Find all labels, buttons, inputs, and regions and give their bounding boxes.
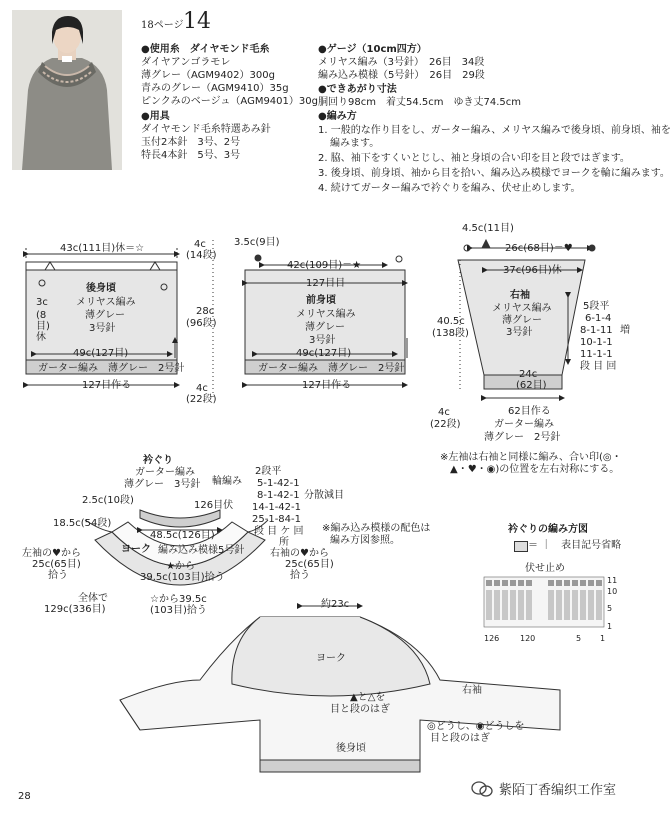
front-cast: 127目作る [302, 380, 352, 391]
chart-c120: 120 [520, 634, 536, 643]
chart-r11: 11 [607, 576, 618, 585]
back-needle: 3号針 [89, 323, 116, 334]
neck-ring: 輪編み [212, 476, 242, 487]
method-title: ●編み方 [318, 111, 357, 122]
yoke-label: ヨーク [121, 544, 151, 555]
chart-r1: 1 [607, 622, 613, 631]
neck-dec-1: 5-1-42-1 [257, 478, 300, 489]
neck-note-2: 編み方図参照。 [330, 535, 400, 546]
gauge-2: 編み込み模様（5号針） 26目 29段 [318, 70, 485, 81]
method-3: 3. 後身頃、前身頃、袖から目を拾い、編み込み模様でヨークを輪に編みます。 [318, 168, 670, 179]
neck-star-1: ★から [166, 561, 195, 572]
assembly-join-4: 目と段のはぎ [430, 733, 490, 744]
neck-c: 18.5c(54段) [53, 518, 112, 529]
chart-c5: 5 [576, 634, 582, 643]
neck-star-3: ☆から39.5c [150, 594, 207, 605]
neck-dec-5: 段 目 ケ 回 [254, 526, 304, 537]
back-side-3: 目) [36, 321, 50, 332]
neck-note-1: ※編み込み模様の配色は [322, 523, 431, 534]
back-side-2: (8 [36, 310, 47, 321]
back-color: 薄グレー [85, 310, 125, 321]
tools-title: ●用具 [141, 111, 170, 122]
sleeve-inc-side: 増 [620, 325, 630, 336]
sleeve-edge1: ガーター編み [494, 419, 554, 430]
neck-lh-1: 左袖の♥から [22, 548, 81, 559]
sleeve-inc-4: 11-1-1 [580, 349, 613, 360]
back-h3: 4c [196, 383, 208, 394]
wechat-icon [471, 780, 493, 798]
front-edge: ガーター編み 薄グレー 2号針 [258, 363, 405, 374]
neck-title: 衿ぐり [143, 455, 173, 466]
back-width: 49c(127目) [73, 348, 129, 359]
neck-dec-4: 25-1-84-1 [252, 514, 301, 525]
sleeve-cuff2: (62目) [516, 380, 547, 391]
back-h3b: (22段) [186, 394, 217, 405]
sleeve-inc-1: 6-1-4 [585, 313, 612, 324]
neck-dec-3: 14-1-42-1 [252, 502, 301, 513]
method-1b: 編みます。 [330, 138, 380, 149]
neck-lh-3: 拾う [48, 570, 68, 581]
back-h2: 28c [196, 306, 215, 317]
assembly-yoke: ヨーク [316, 653, 346, 664]
sleeve-top: 26c(68目)＝♥ [505, 243, 573, 254]
sleeve-h2: (22段) [430, 419, 461, 430]
method-2: 2. 脇、袖下をすくいとじし、袖と身頃の合い印を目と段ではぎます。 [318, 153, 630, 164]
chart-legend: ＝ ｜ 表目記号省略 [528, 540, 622, 551]
chart-title: 衿ぐりの編み方図 [508, 524, 588, 535]
assembly-body: 後身頃 [336, 743, 366, 754]
front-color: 薄グレー [305, 322, 345, 333]
neck-lh-2: 25c(65目) [32, 559, 81, 570]
sleeve-note-2: ▲・♥・◉)の位置を左右対称にする。 [450, 464, 620, 475]
sleeve-a: 4.5c(11目) [462, 223, 514, 234]
neck-star-4: (103目)拾う [150, 605, 207, 616]
size-values: 胴回り98cm 着丈54.5cm ゆき丈74.5cm [318, 97, 521, 108]
color-3: ピンクみのベージュ（AGM9401）30g [141, 96, 318, 107]
back-name: 後身頃 [86, 283, 116, 294]
sleeve-len: 40.5c [437, 316, 465, 327]
front-name: 前身頃 [306, 295, 336, 306]
gauge-1: メリヤス編み（3号針） 26目 34段 [318, 57, 485, 68]
chart-r10: 10 [607, 587, 618, 596]
chart-legend-swatch [514, 541, 528, 552]
front-row: 127目目 [306, 278, 346, 289]
front-left-top: 3.5c(9目) [234, 237, 280, 248]
back-stitch: メリヤス編み [76, 297, 136, 308]
neck-color: 薄グレー 3号針 [124, 479, 201, 490]
sleeve-len2: (138段) [432, 328, 469, 339]
front-stitch: メリヤス編み [296, 309, 356, 320]
neck-a: 2.5c(10段) [82, 495, 134, 506]
assembly-join-3: ◎どうし、◉どうしを [427, 721, 525, 732]
page-label: 18ページ [141, 20, 184, 31]
chart-stop: 伏せ止め [525, 563, 565, 574]
sleeve-note-1: ※左袖は右袖と同様に編み、合い印(◎・ [440, 452, 622, 463]
yarn-title: ●使用糸 ダイヤモンド毛糸 [141, 44, 270, 55]
assembly-join-1: ▲と△を [350, 692, 386, 703]
neck-dec-label: 分散減目 [304, 490, 344, 501]
assembly-sleeve: 右袖 [462, 685, 482, 696]
back-edge: ガーター編み 薄グレー 2号針 [38, 363, 185, 374]
neck-rh-1: 右袖の♥から [270, 548, 329, 559]
neck-star-2: 39.5c(103目)拾う [140, 572, 225, 583]
neck-rh-3: 拾う [290, 570, 310, 581]
watermark-text: 紫陌丁香编织工作室 [498, 783, 616, 798]
neck-dec-0: 2段平 [255, 466, 282, 477]
neck-stitch: ガーター編み [135, 467, 195, 478]
yarn-name: ダイヤアンゴラモレ [141, 57, 231, 68]
back-top: 43c(111目)休＝☆ [60, 243, 145, 254]
sleeve-cast: 62目作る [508, 406, 551, 417]
sleeve-inc-2: 8-1-11 [580, 325, 613, 336]
tool-2: 玉付2本針 3号、2号 [141, 137, 241, 148]
back-h1: 4c [194, 239, 206, 250]
chart-c126: 126 [484, 634, 500, 643]
back-h1b: (14段) [186, 250, 217, 261]
back-side-4: 休 [36, 332, 46, 343]
neck-dec-2: 8-1-42-1 [257, 490, 300, 501]
sleeve-inc-title: 5段平 [583, 301, 610, 312]
sleeve-color: 薄グレー [502, 315, 542, 326]
method-4: 4. 続けてガーター編みで衿ぐりを編み、伏せ止めします。 [318, 183, 581, 194]
color-1: 薄グレー（AGM9402）300g [141, 70, 275, 81]
neck-total-1: 全体で [78, 593, 108, 604]
yoke-pattern: 編み込み模様 [158, 545, 218, 556]
sleeve-stitch: メリヤス編み [492, 303, 552, 314]
tool-3: 特長4本針 5号、3号 [141, 150, 241, 161]
sleeve-name: 右袖 [510, 290, 530, 301]
page-number: 28 [18, 791, 31, 802]
back-h2b: (96段) [186, 318, 217, 329]
neck-dec-6: 所 [279, 537, 289, 548]
sleeve-row: 37c(96目)休 [503, 265, 562, 276]
watermark [471, 779, 616, 798]
neck-total-2: 129c(336目) [44, 604, 106, 615]
sleeve-inc-3: 10-1-1 [580, 337, 613, 348]
yoke-needle: 5号針 [218, 545, 245, 556]
front-needle: 3号針 [309, 335, 336, 346]
color-2: 青みのグレー（AGM9410）35g [141, 83, 289, 94]
sleeve-edge2: 薄グレー 2号針 [484, 432, 561, 443]
chart-c1: 1 [600, 634, 606, 643]
back-side-1: 3c [36, 297, 48, 308]
neck-d: 48.5c(126目) [150, 530, 215, 541]
gauge-title: ●ゲージ（10cm四方） [318, 44, 427, 55]
chart-r5: 5 [607, 604, 613, 613]
pattern-number: 14 [183, 9, 211, 34]
back-cast: 127目作る [82, 380, 132, 391]
sleeve-inc-5: 段 目 回 [580, 361, 617, 372]
assembly-join-2: 目と段のはぎ [330, 704, 390, 715]
sleeve-needle: 3号針 [506, 327, 533, 338]
sleeve-h: 4c [438, 407, 450, 418]
assembly-top: 約23c [321, 599, 350, 610]
front-width: 49c(127目) [296, 348, 352, 359]
neck-b: 126目伏 [194, 500, 234, 511]
size-title: ●できあがり寸法 [318, 84, 397, 95]
sleeve-cuff: 24c [519, 369, 538, 380]
neck-rh-2: 25c(65目) [285, 559, 334, 570]
method-1: 1. 一般的な作り目をし、ガーター編み、メリヤス編みで後身頃、前身頃、袖を [318, 125, 671, 136]
front-top: 42c(109目)＝★ [287, 260, 362, 271]
tool-1: ダイヤモンド毛糸特選あみ針 [141, 124, 271, 135]
